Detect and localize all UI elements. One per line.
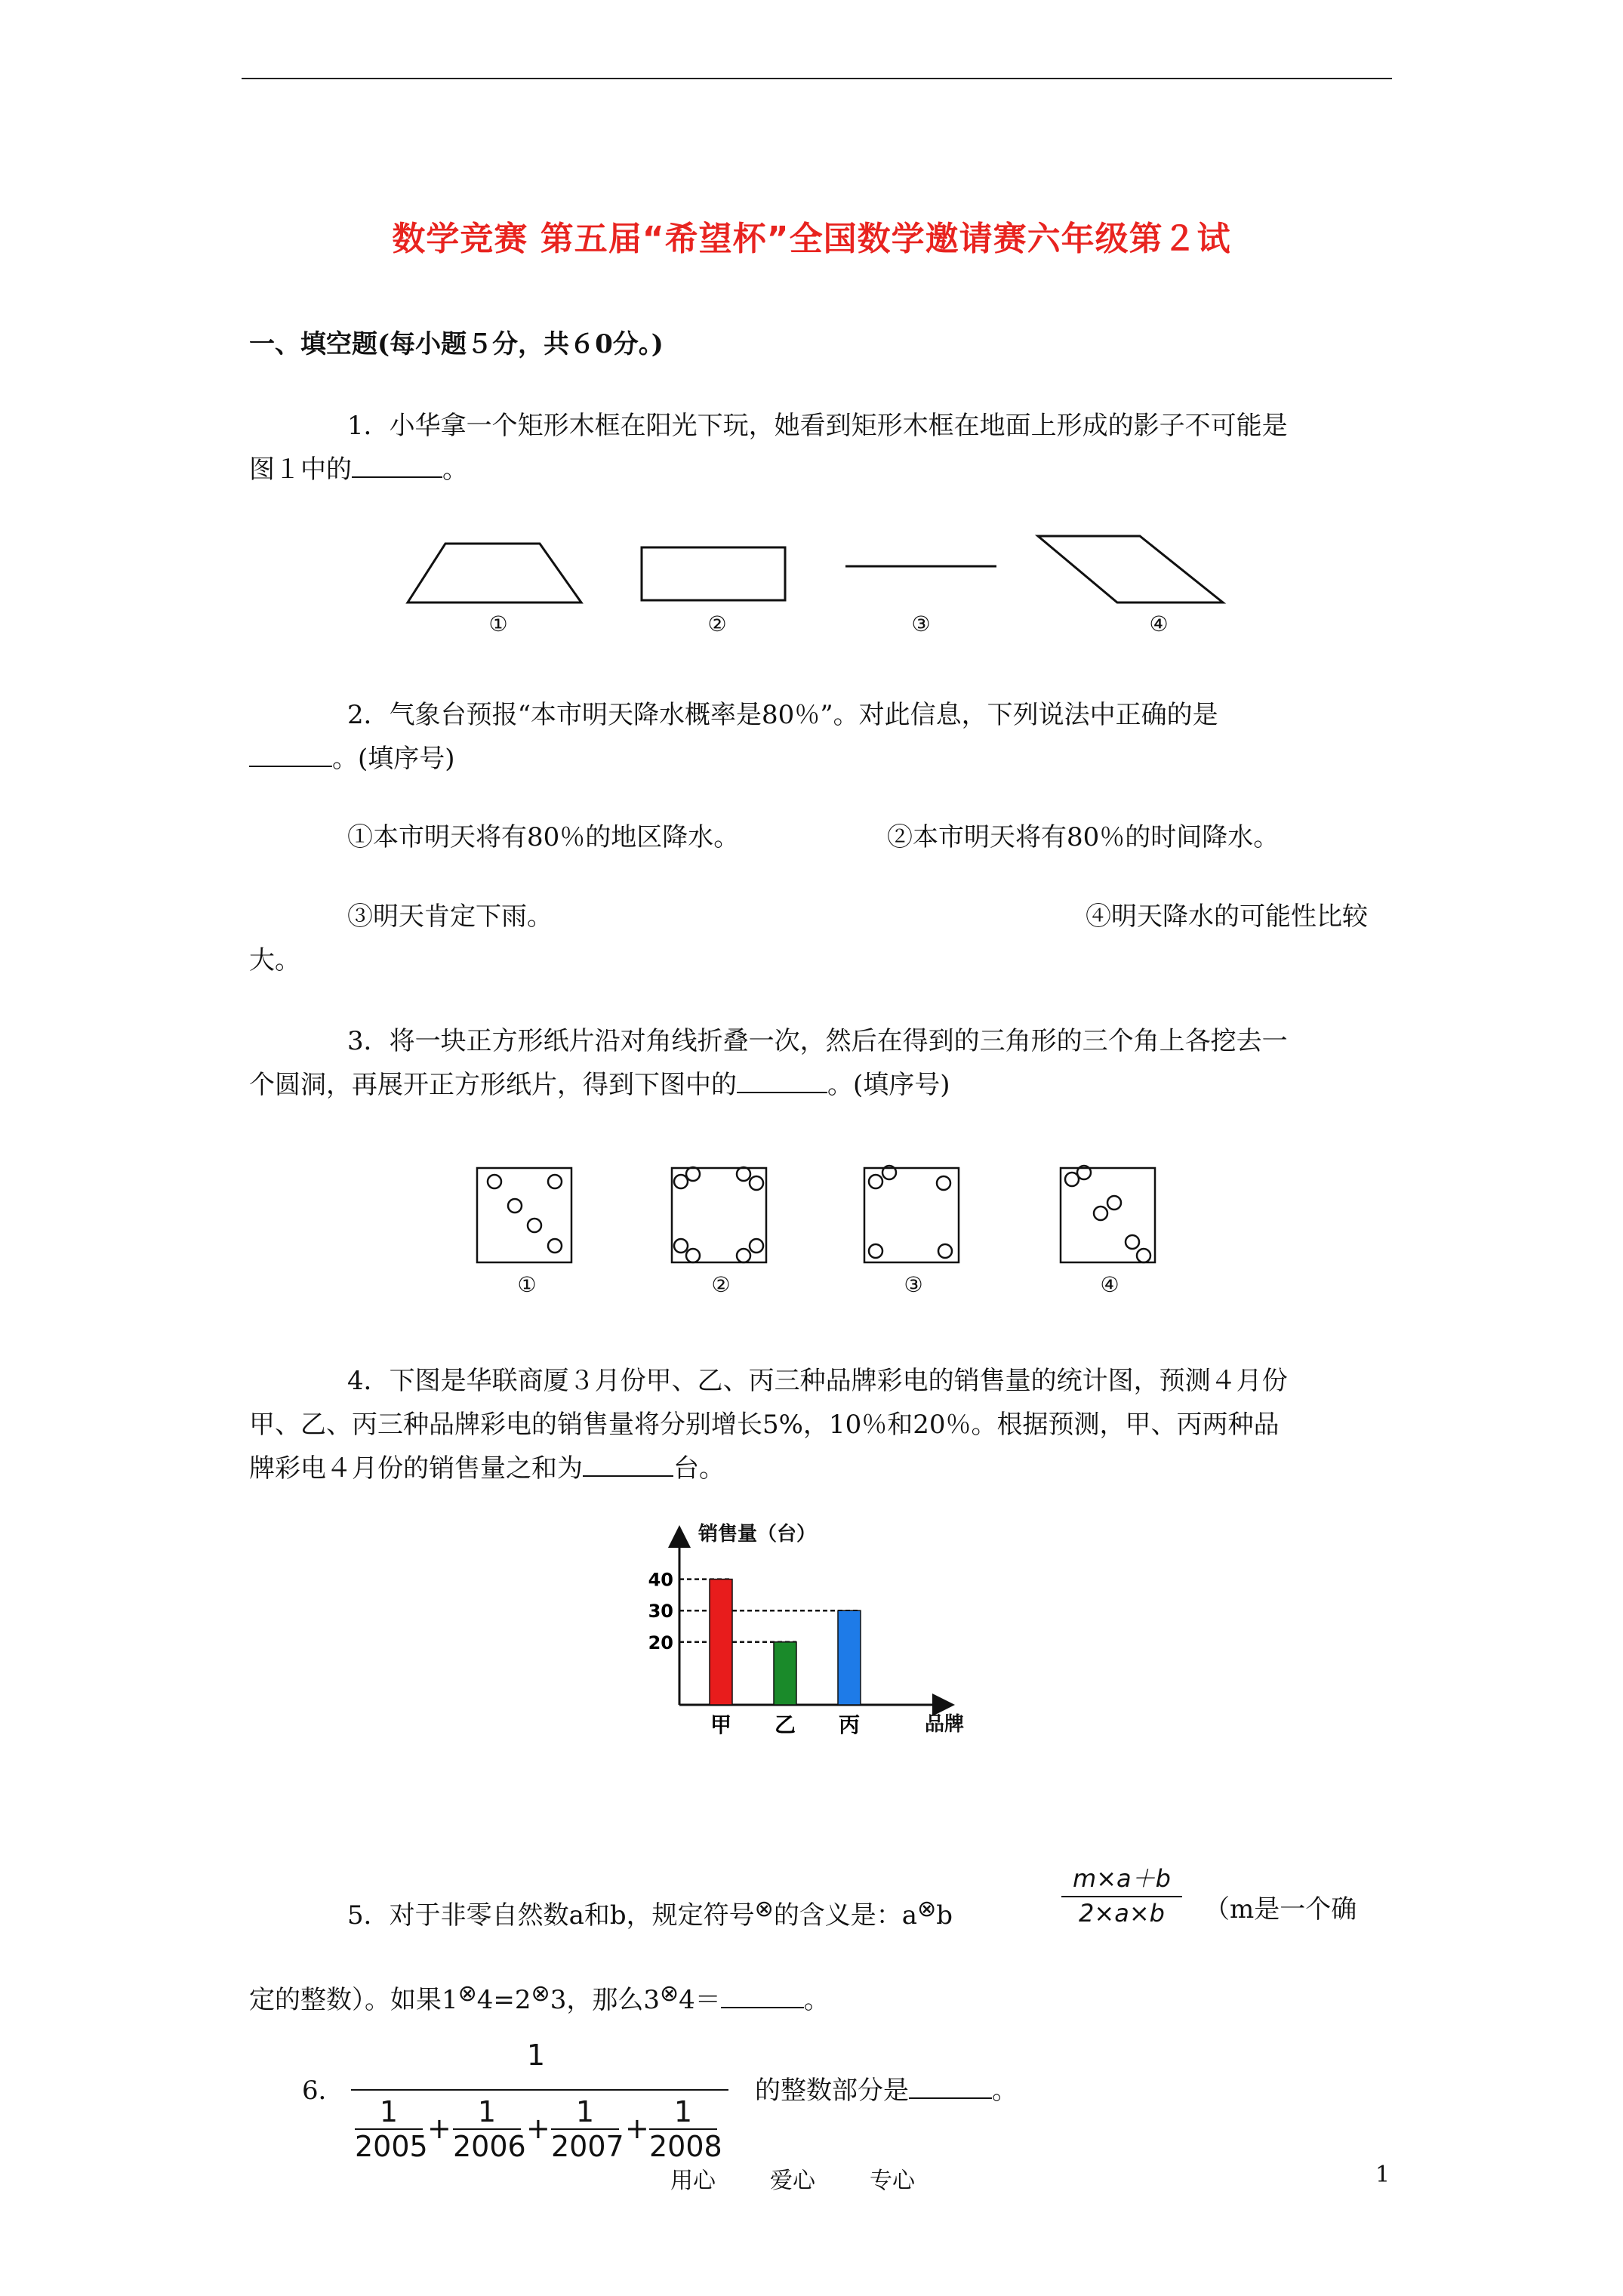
chart-y-tick-40: 40 — [648, 1569, 673, 1591]
q6-answer-blank[interactable] — [909, 2075, 992, 2099]
q2-line1: 2．气象台预报“本市明天降水概率是80％”。对此信息，下列说法中正确的是 — [347, 700, 1218, 730]
q6-term-1-den: 2005 — [355, 2130, 428, 2163]
q6-term-2-num: 1 — [453, 2095, 521, 2130]
q5-line1-text: 5．对于非零自然数a和b，规定符号 — [347, 1900, 755, 1931]
q1-answer-blank[interactable] — [352, 454, 442, 478]
q6-main-fraction-bar — [351, 2089, 728, 2091]
q4-line1: 4．下图是华联商厦３月份甲、乙、丙三种品牌彩电的销售量的统计图，预测４月份 — [347, 1366, 1288, 1396]
q3-square-3 — [864, 1166, 959, 1262]
q6-plus-2: + — [526, 2112, 550, 2145]
q1-parallelogram-shape — [1038, 536, 1223, 603]
q6-term-4 — [649, 2095, 722, 2163]
q1-caption-3: ③ — [911, 612, 931, 636]
q5-fraction-numerator: m×a＋b — [1061, 1860, 1182, 1897]
q5-fraction-denominator: 2×a×b — [1079, 1899, 1165, 1928]
chart-category-label-3: 丙 — [838, 1712, 861, 1737]
header-rule — [242, 78, 1392, 79]
q6-plus-3: + — [625, 2112, 649, 2145]
q2-option-4-cont: 大。 — [249, 945, 300, 975]
q1-trapezoid-shape — [408, 544, 581, 603]
q2-option-4: ④明天降水的可能性比较 — [1086, 901, 1368, 932]
q5-fraction — [1061, 1860, 1182, 1928]
q6-tail-end: 。 — [992, 2076, 1018, 2106]
q6-tail-text: 的整数部分是 — [755, 2076, 909, 2106]
q2-option-3: ③明天肯定下雨。 — [347, 901, 553, 932]
q3-caption-2: ② — [711, 1272, 731, 1297]
q5-line1 — [347, 1888, 953, 1937]
q6-plus-1: + — [427, 2112, 451, 2145]
q3-line2-end: 。(填序号) — [827, 1070, 950, 1100]
q3-square-1 — [477, 1168, 571, 1262]
q5-otimes-icon-4: ⊗ — [531, 1980, 550, 2007]
q6-term-1-num: 1 — [355, 2095, 423, 2130]
q6-term-3-num: 1 — [551, 2095, 619, 2130]
q2-line2-end: 。(填序号) — [332, 744, 455, 774]
chart-category-label-1: 甲 — [710, 1712, 732, 1737]
q4-line3-text: 牌彩电４月份的销售量之和为 — [249, 1453, 583, 1484]
q1-caption-2: ② — [707, 612, 727, 636]
chart-y-axis-label: 销售量（台） — [698, 1523, 817, 1546]
q5-line2-a: 4=2 — [476, 1985, 531, 2015]
q5-line2 — [249, 1972, 830, 2022]
q5-otimes-icon-3: ⊗ — [457, 1980, 477, 2007]
footer-left: 用心 — [670, 2168, 716, 2194]
chart-bar-3 — [838, 1610, 861, 1705]
footer-right: 专心 — [870, 2168, 915, 2194]
section-heading: 一、填空题(每小题５分，共６0分。) — [249, 329, 664, 359]
q2-option-2: ②本市明天将有80％的时间降水。 — [887, 822, 1280, 852]
q5-otimes-icon-5: ⊗ — [659, 1980, 679, 2007]
q4-line3-end: 台。 — [673, 1453, 725, 1484]
q2-option-1: ①本市明天将有80％的地区降水。 — [347, 822, 740, 852]
q5-answer-blank[interactable] — [721, 1984, 804, 2008]
q6-term-4-num: 1 — [649, 2095, 717, 2130]
q1-caption-4: ④ — [1149, 612, 1169, 636]
q5-line1-b: b — [936, 1900, 953, 1931]
page-title: 数学竞赛 第五届“希望杯”全国数学邀请赛六年级第２试 — [392, 220, 1231, 258]
q2-answer-blank[interactable] — [249, 743, 332, 767]
q1-line1: 1．小华拿一个矩形木框在阳光下玩，她看到矩形木框在地面上形成的影子不可能是 — [347, 411, 1288, 441]
q6-term-3-den: 2007 — [551, 2130, 624, 2163]
q1-line2 — [249, 448, 468, 492]
q3-square-4 — [1061, 1166, 1155, 1262]
q3-figure — [468, 1159, 1208, 1280]
q3-line1: 3．将一块正方形纸片沿对角线折叠一次，然后在得到的三角形的三个角上各挖去一 — [347, 1026, 1288, 1056]
q1-caption-1: ① — [488, 612, 508, 636]
chart-bar-1 — [710, 1579, 732, 1705]
q6-term-2-den: 2006 — [453, 2130, 526, 2163]
q3-line2 — [249, 1063, 950, 1107]
q3-caption-1: ① — [517, 1272, 537, 1297]
page-number: 1 — [1375, 2162, 1390, 2188]
q6-term-4-den: 2008 — [649, 2130, 722, 2163]
q5-otimes-icon-2: ⊗ — [917, 1896, 937, 1922]
q3-square-2 — [672, 1167, 766, 1262]
chart-x-axis-label: 品牌 — [925, 1713, 965, 1736]
q6-tail — [755, 2069, 1018, 2113]
q3-caption-3: ③ — [904, 1272, 923, 1297]
q3-line2-text: 个圆洞，再展开正方形纸片，得到下图中的 — [249, 1070, 737, 1100]
chart-category-label-2: 乙 — [774, 1712, 796, 1737]
q4-answer-blank[interactable] — [583, 1453, 673, 1477]
q6-term-2 — [453, 2095, 526, 2163]
q6-term-3 — [551, 2095, 624, 2163]
q3-answer-blank[interactable] — [737, 1069, 827, 1093]
chart-y-tick-30: 30 — [648, 1601, 673, 1623]
q1-rectangle-shape — [642, 547, 785, 600]
q5-otimes-icon: ⊗ — [754, 1896, 774, 1922]
q3-caption-4: ④ — [1100, 1272, 1119, 1297]
q4-bar-chart — [642, 1518, 1004, 1737]
chart-y-tick-20: 20 — [648, 1632, 673, 1653]
q5-line2-text: 定的整数）。如果1 — [249, 1985, 458, 2015]
footer-middle: 爱心 — [770, 2168, 815, 2194]
chart-bar-2 — [774, 1642, 796, 1705]
q6-numerator: 1 — [526, 2039, 546, 2072]
q4-line3 — [249, 1447, 725, 1490]
q5-line1-end: （m是一个确 — [1204, 1894, 1357, 1925]
q1-line2-text: 图１中的 — [249, 455, 352, 485]
q2-line2 — [249, 737, 455, 781]
q6-label: 6． — [302, 2076, 344, 2106]
q5-line2-c: 4＝ — [679, 1985, 721, 2015]
q5-line1-mid: 的含义是：a — [773, 1900, 918, 1931]
q5-line2-end: 。 — [803, 1985, 830, 2015]
q5-line2-b: 3，那么3 — [550, 1985, 660, 2015]
q4-line2: 甲、乙、丙三种品牌彩电的销售量将分别增长5%，10％和20％。根据预测，甲、丙两种品 — [249, 1410, 1280, 1440]
q6-term-1 — [355, 2095, 428, 2163]
q1-line2-end: 。 — [442, 455, 468, 485]
